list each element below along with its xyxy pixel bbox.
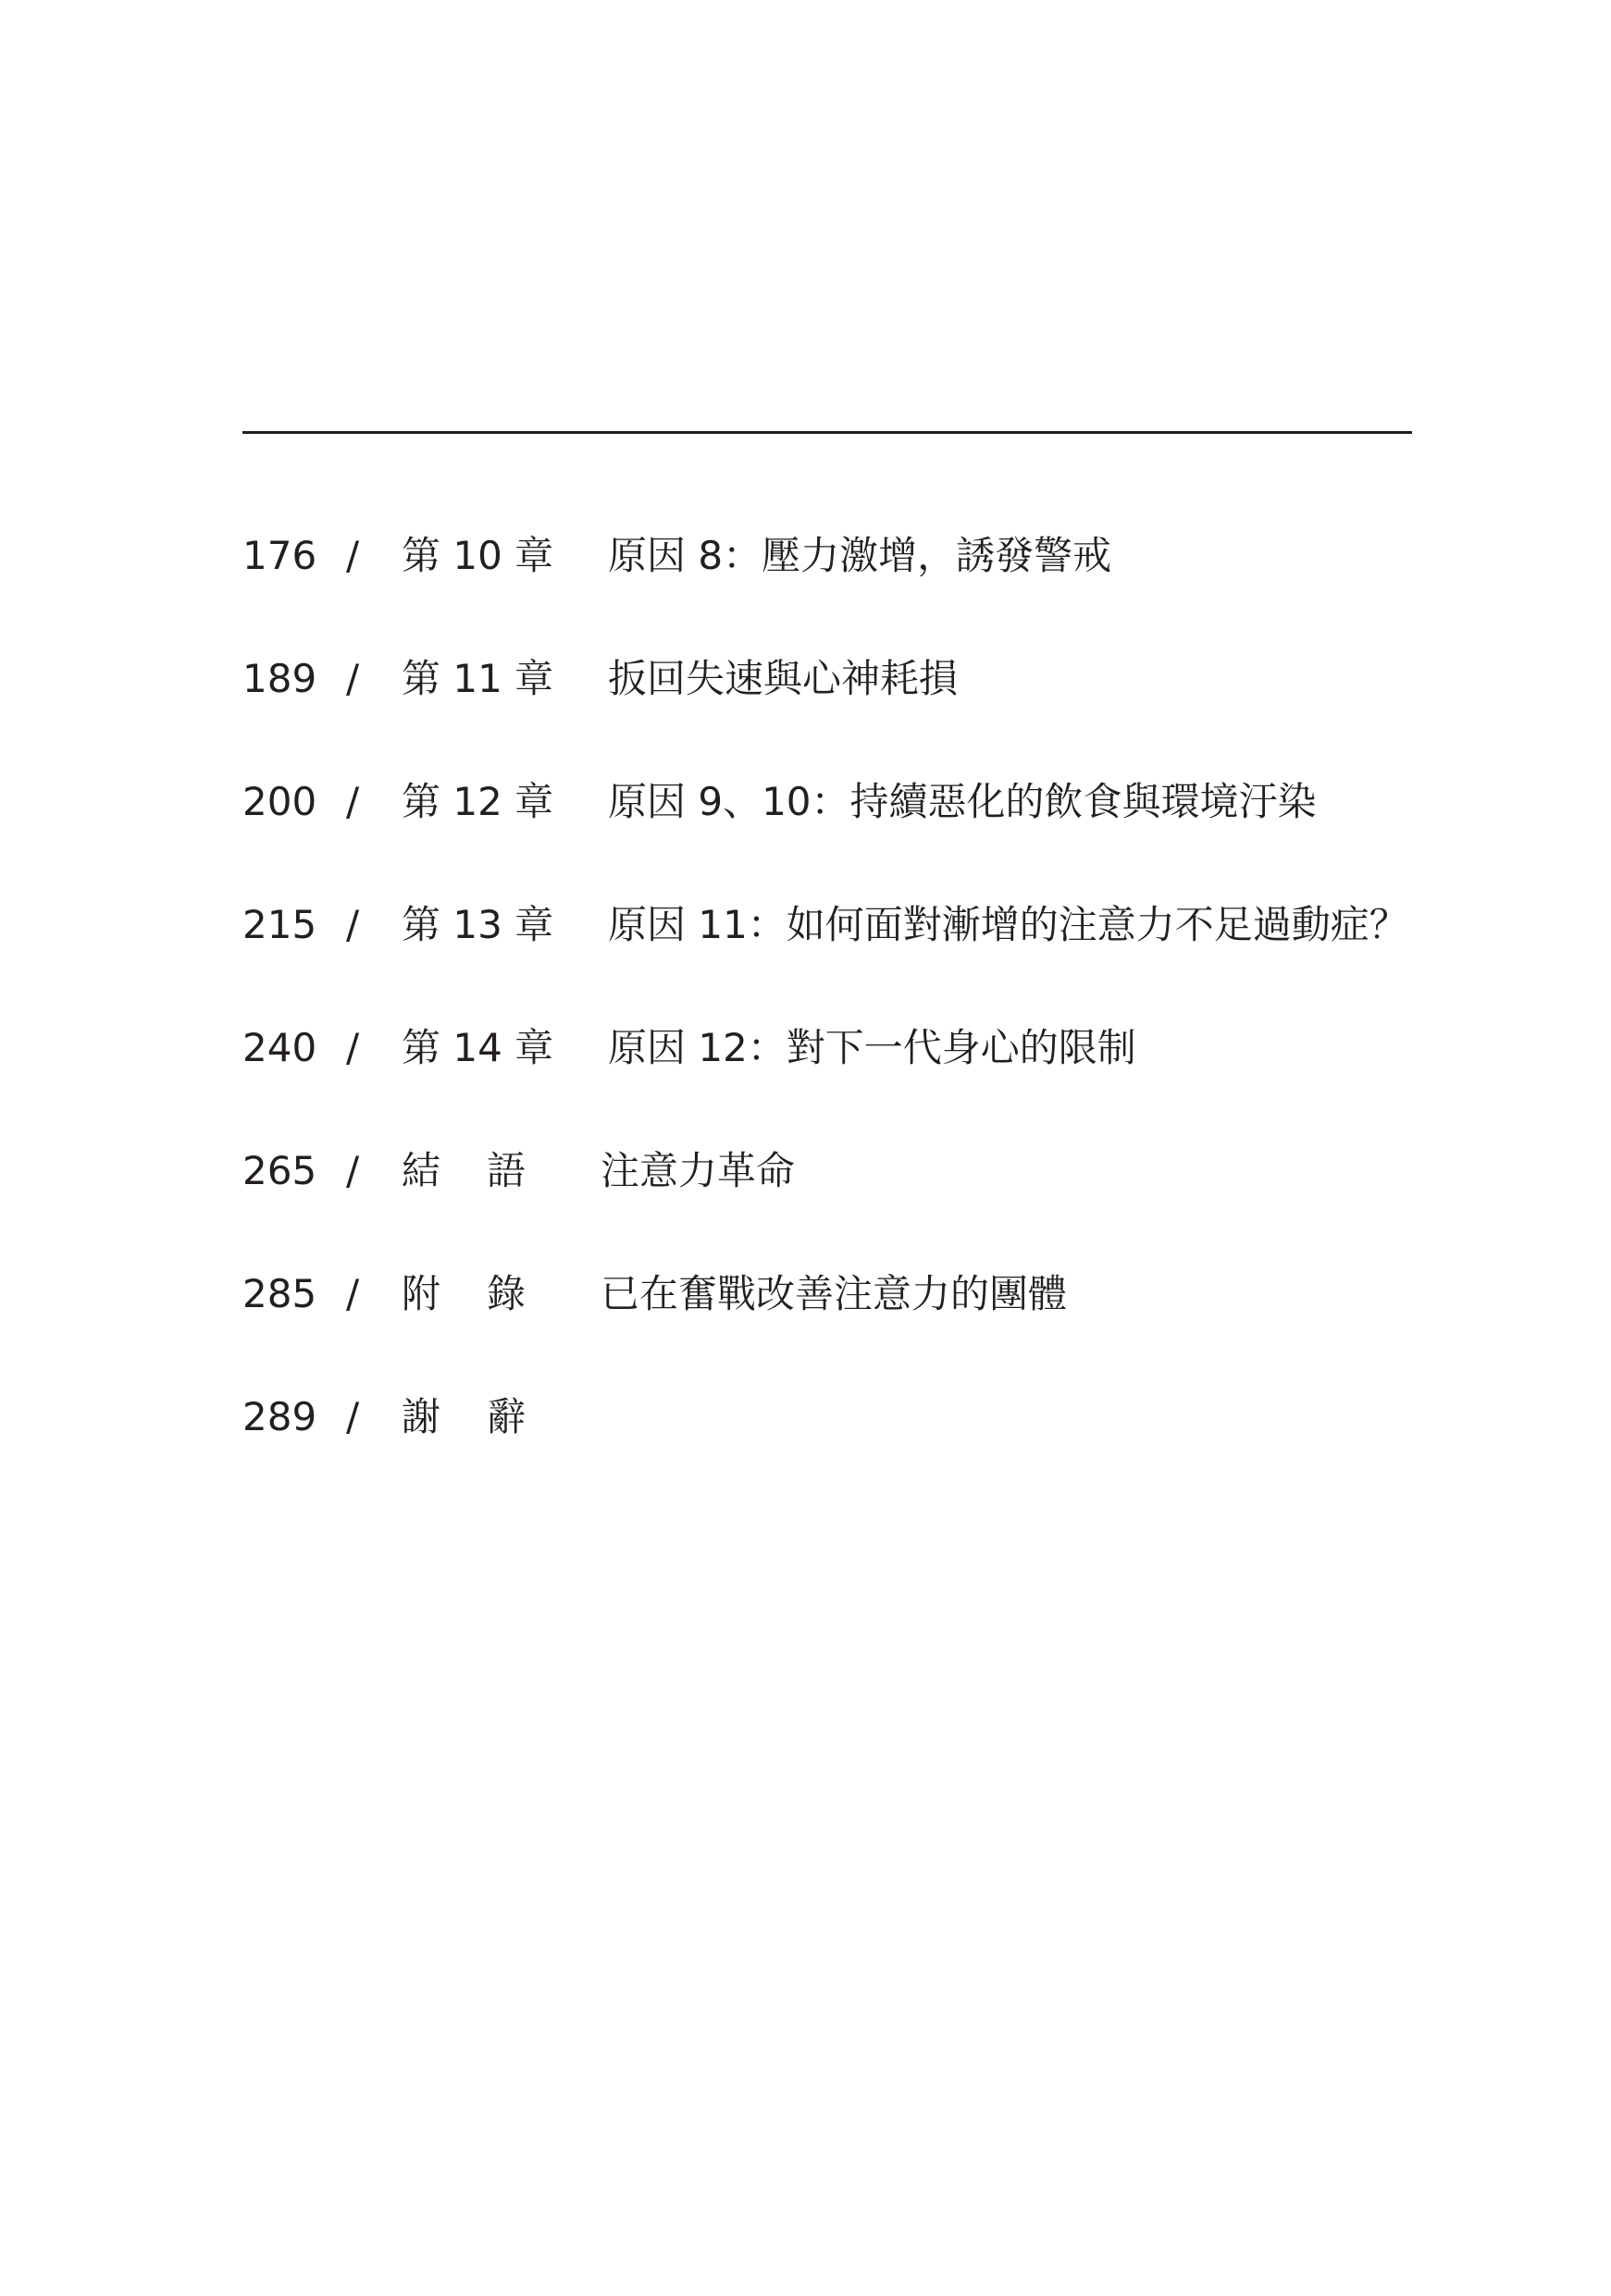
top-divider xyxy=(242,431,1412,434)
toc-entry xyxy=(242,892,1556,1015)
chapter-title: 原因 9、10：持續惡化的飲食與環境汙染 xyxy=(608,779,1317,824)
separator: / xyxy=(346,1271,360,1316)
toc-entry xyxy=(242,1261,1556,1384)
section-title: 已在奮戰改善注意力的團體 xyxy=(601,1271,1068,1316)
page-number: 215 xyxy=(242,902,317,947)
chapter-title: 扳回失速與心神耗損 xyxy=(608,656,959,701)
page-number: 176 xyxy=(242,533,317,578)
chapter-title: 原因 8：壓力激增，誘發警戒 xyxy=(608,533,1112,578)
section-title: 注意力革命 xyxy=(601,1148,796,1193)
toc-entry xyxy=(242,1015,1556,1138)
separator: / xyxy=(346,656,360,701)
chapter-label: 第 11 章 xyxy=(402,656,554,701)
separator: / xyxy=(346,1148,360,1193)
page-number: 285 xyxy=(242,1271,317,1316)
toc-entry xyxy=(242,1138,1556,1261)
page-number: 200 xyxy=(242,779,317,824)
chapter-title: 原因 11：如何面對漸增的注意力不足過動症？ xyxy=(608,902,1408,947)
separator: / xyxy=(346,779,360,824)
table-of-contents xyxy=(242,523,1556,1507)
separator: / xyxy=(346,1025,360,1070)
section-label: 結語 xyxy=(402,1148,573,1193)
chapter-label: 第 10 章 xyxy=(402,533,554,578)
chapter-label: 第 12 章 xyxy=(402,779,554,824)
page-number: 240 xyxy=(242,1025,317,1070)
chapter-label: 第 13 章 xyxy=(402,902,554,947)
toc-entry xyxy=(242,769,1556,892)
chapter-label: 第 14 章 xyxy=(402,1025,554,1070)
separator: / xyxy=(346,533,360,578)
page-number: 265 xyxy=(242,1148,317,1193)
section-label: 附錄 xyxy=(402,1271,573,1316)
page-number: 189 xyxy=(242,656,317,701)
toc-entry xyxy=(242,1384,1556,1507)
toc-entry xyxy=(242,646,1556,769)
separator: / xyxy=(346,902,360,947)
separator: / xyxy=(346,1394,360,1439)
page-number: 289 xyxy=(242,1394,317,1439)
chapter-title: 原因 12：對下一代身心的限制 xyxy=(608,1025,1136,1070)
toc-entry xyxy=(242,523,1556,646)
section-label: 謝辭 xyxy=(402,1394,573,1439)
